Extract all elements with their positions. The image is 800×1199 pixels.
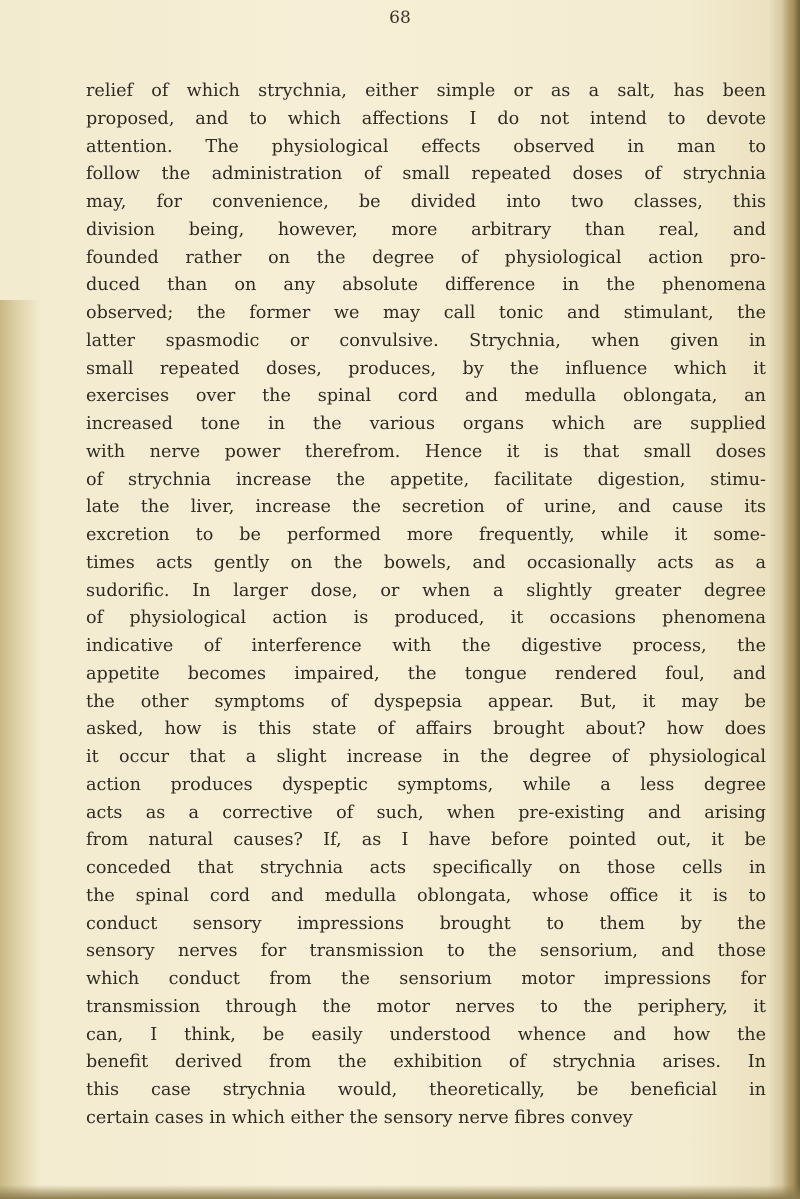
page-binding-shadow [0, 300, 40, 1199]
text-line: acts as a corrective of such, when pre-existing and arising [86, 802, 766, 823]
text-line: can, I think, be easily understood whence and how the [86, 1024, 766, 1045]
text-line: late the liver, increase the secretion of urine, and cause its [86, 497, 766, 518]
page-number: 68 [389, 8, 411, 28]
text-line: conceded that strychnia acts specifically on those cells in [86, 858, 766, 878]
text-line: follow the administration of small repeated doses of strychnia [86, 164, 766, 185]
text-line: proposed, and to which affections I do not intend to devote [86, 108, 766, 129]
text-line: relief of which strychnia, either simple or as a salt, has been [86, 81, 766, 101]
text-line: the spinal cord and medulla oblongata, whose office it is to [86, 885, 766, 906]
text-line: conduct sensory impressions brought to them by the [86, 913, 766, 934]
text-line: division being, however, more arbitrary than real, and [86, 219, 766, 240]
text-line: sudorific. In larger dose, or when a slightly greater degree [86, 580, 766, 601]
text-line: times acts gently on the bowels, and occasionally acts as a [86, 552, 766, 573]
text-line: of strychnia increase the appetite, facilitate digestion, stimu- [86, 469, 766, 490]
body-text [86, 78, 766, 1133]
text-line: which conduct from the sensorium motor impressions for [86, 969, 766, 989]
text-line: this case strychnia would, theoretically, be beneficial in [86, 1080, 766, 1100]
text-line: certain cases in which either the sensory nerve fibres convey [86, 1107, 633, 1128]
text-line: attention. The physiological effects observed in man to [86, 136, 766, 157]
text-line: benefit derived from the exhibition of strychnia arises. In [86, 1052, 766, 1073]
text-line: observed; the former we may call tonic and stimulant, the [86, 303, 766, 323]
text-line: increased tone in the various organs which are supplied [86, 414, 766, 434]
page-edge-shadow [782, 0, 800, 1199]
text-line: the other symptoms of dyspepsia appear. But, it may be [86, 691, 766, 712]
text-line: from natural causes? If, as I have before pointed out, it be [86, 830, 766, 851]
text-line: appetite becomes impaired, the tongue rendered foul, and [86, 663, 766, 684]
text-line: sensory nerves for transmission to the sensorium, and those [86, 941, 766, 962]
text-line: exercises over the spinal cord and medulla oblongata, an [86, 386, 766, 407]
text-line: may, for convenience, be divided into two classes, this [86, 192, 766, 212]
text-line: action produces dyspeptic symptoms, while a less degree [86, 774, 766, 795]
page-bottom-edge [0, 1185, 800, 1199]
text-line: small repeated doses, produces, by the influence which it [86, 358, 766, 379]
text-line: it occur that a slight increase in the degree of physiological [86, 747, 766, 767]
text-line: excretion to be performed more frequently, while it some- [86, 525, 766, 545]
text-line: indicative of interference with the digestive process, the [86, 636, 766, 656]
text-line: transmission through the motor nerves to the periphery, it [86, 996, 766, 1017]
text-line: of physiological action is produced, it occasions phenomena [86, 608, 766, 629]
text-line: founded rather on the degree of physiological action pro- [86, 247, 766, 268]
text-line: latter spasmodic or convulsive. Strychnia, when given in [86, 330, 766, 351]
text-line: duced than on any absolute difference in the phenomena [86, 275, 766, 296]
text-line: with nerve power therefrom. Hence it is that small doses [86, 441, 766, 462]
text-line: asked, how is this state of affairs brought about? how does [86, 719, 766, 740]
